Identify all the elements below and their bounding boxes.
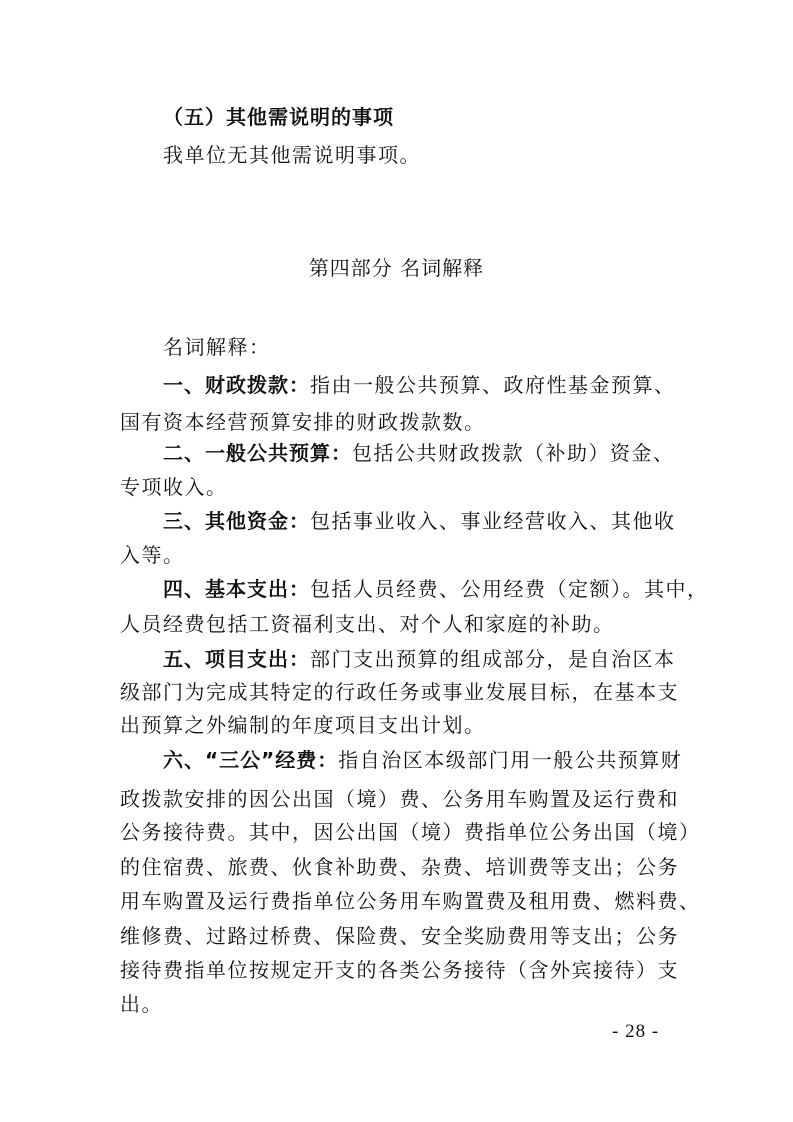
glossary-term-1 [163,371,680,399]
term-definition: 部门支出预算的组成部分，是自治区本 [310,647,676,671]
term-definition-line: 专项收入。 [120,475,228,499]
term-definition-line: 出预算之外编制的年度项目支出计划。 [120,713,486,737]
term-definition-line: 出。 [120,992,163,1016]
glossary-term-3 [163,507,680,535]
term-label: 六、“三公”经费： [163,748,339,772]
page-number: - 28 - [612,1021,660,1042]
term-definition-line: 公务接待费。其中，因公出国（境）费指单位公务出国（境） [120,820,701,844]
part-title: 第四部分 名词解释 [308,256,485,280]
section-heading: （五）其他需说明的事项 [163,105,394,129]
term-label: 二、一般公共预算： [163,441,352,465]
term-definition-line: 的住宿费、旅费、伙食补助费、杂费、培训费等支出；公务 [120,855,679,879]
glossary-term-2 [163,439,680,467]
term-definition-line: 国有资本经营预算安排的财政拨款数。 [120,410,486,434]
term-definition-line: 级部门为完成其特定的行政任务或事业发展目标，在基本支 [120,680,679,704]
term-label: 一、财政拨款： [163,373,310,397]
term-definition: 包括人员经费、公用经费（定额）。其中， [310,577,709,601]
term-definition: 包括事业收入、事业经营收入、其他收 [310,509,676,533]
section-body-text: 我单位无其他需说明事项。 [163,143,421,167]
term-definition-line: 政拨款安排的因公出国（境）费、公务用车购置及运行费和 [120,787,679,811]
term-definition-line: 人员经费包括工资福利支出、对个人和家庭的补助。 [120,612,615,636]
glossary-term-4 [163,575,709,603]
glossary-intro: 名词解释： [163,335,271,359]
term-label: 五、项目支出： [163,647,310,671]
term-definition-line: 入等。 [120,543,185,567]
term-definition: 指自治区本级部门用一般公共预算财 [338,748,683,772]
glossary-term-6 [163,746,683,774]
term-definition-line: 用车购置及运行费指单位公务用车购置费及租用费、燃料费、 [120,889,701,913]
term-definition-line: 接待费指单位按规定开支的各类公务接待（含外宾接待）支 [120,958,679,982]
term-definition: 包括公共财政拨款（补助）资金、 [352,441,675,465]
term-definition-line: 维修费、过路过桥费、保险费、安全奖励费用等支出；公务 [120,924,679,948]
term-label: 四、基本支出： [163,577,310,601]
term-definition: 指由一般公共预算、政府性基金预算、 [310,373,676,397]
term-label: 三、其他资金： [163,509,310,533]
glossary-term-5 [163,645,680,673]
